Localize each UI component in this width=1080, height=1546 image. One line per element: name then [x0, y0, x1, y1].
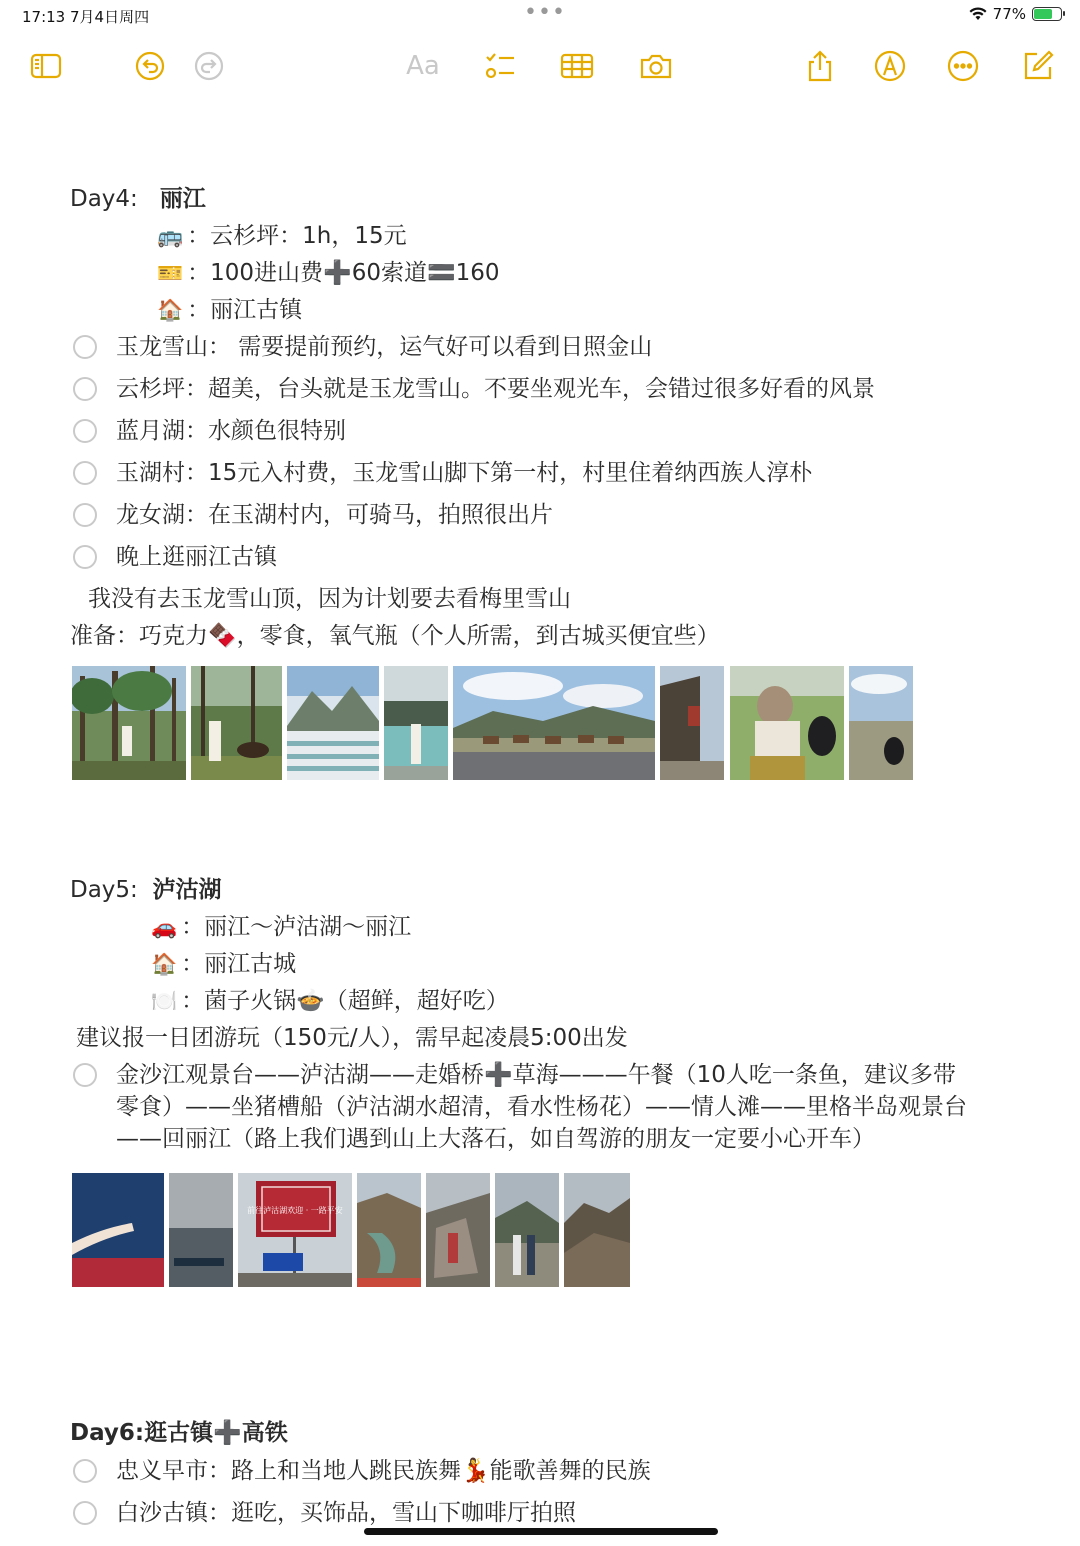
- checkbox[interactable]: [73, 335, 97, 359]
- day4-prep: 准备：巧克力🍫，零食，氧气瓶（个人所需，到古城买便宜些）: [70, 623, 720, 649]
- checklist-item: 龙女湖：在玉湖村内，可骑马，拍照很出片: [116, 502, 553, 528]
- day5-route-line: ——回丽江（路上我们遇到山上大落石，如自驾游的朋友一定要小心开车）: [116, 1126, 875, 1152]
- checklist-icon[interactable]: [482, 48, 518, 84]
- checklist-item: 忠义早市：路上和当地人跳民族舞💃能歌善舞的民族: [116, 1458, 651, 1484]
- day5-info-lodging: [151, 949, 296, 979]
- day4-note: 我没有去玉龙雪山顶，因为计划要去看梅里雪山: [88, 586, 571, 612]
- sidebar-icon[interactable]: [28, 48, 64, 84]
- checklist-item: 蓝月湖：水颜色很特别: [116, 418, 346, 444]
- redo-icon[interactable]: [191, 48, 227, 84]
- checkbox[interactable]: [73, 503, 97, 527]
- day6-title: Day6:逛古镇➕高铁: [70, 1420, 288, 1446]
- compose-icon[interactable]: [1020, 48, 1056, 84]
- photo-lake-boat[interactable]: [169, 1173, 233, 1287]
- checkbox[interactable]: [73, 545, 97, 569]
- plate-icon: 🍽️: [151, 989, 178, 1013]
- info-text: ：云杉坪：1h，15元: [187, 223, 407, 249]
- more-icon[interactable]: [945, 48, 981, 84]
- day5-route-line: 零食）——坐猪槽船（泸沽湖水超清，看水性杨花）——情人滩——里格半岛观景台: [116, 1094, 967, 1120]
- car-icon: 🚗: [151, 915, 178, 939]
- format-icon[interactable]: Aa: [406, 51, 440, 81]
- photo-dog-meadow[interactable]: [849, 666, 913, 780]
- day5-info-transport: [151, 912, 411, 942]
- photo-village-street[interactable]: [660, 666, 724, 780]
- day5-info-food: [151, 986, 509, 1016]
- photo-stone-monument[interactable]: [426, 1173, 490, 1287]
- house-icon: 🏠: [151, 952, 178, 976]
- checkbox[interactable]: [73, 1459, 97, 1483]
- photo-blue-moon-lake[interactable]: [287, 666, 379, 780]
- home-indicator[interactable]: [364, 1528, 718, 1535]
- bus-icon: 🚌: [157, 224, 184, 248]
- day5-suggestion: 建议报一日团游玩（150元/人），需早起凌晨5:00出发: [76, 1025, 628, 1051]
- photo-horse-forest[interactable]: [191, 666, 282, 780]
- info-text: ：丽江古城: [181, 951, 297, 977]
- battery-percent: 77%: [992, 5, 1026, 23]
- day5-label: Day5:: [70, 877, 138, 903]
- photo-river-valley[interactable]: [357, 1173, 421, 1287]
- battery-icon: [1032, 7, 1062, 21]
- ticket-icon: 🎫: [157, 261, 184, 285]
- house-icon: 🏠: [157, 298, 184, 322]
- markup-icon[interactable]: [872, 48, 908, 84]
- info-text: ：100进山费➕60索道🟰160: [187, 260, 500, 286]
- undo-icon[interactable]: [132, 48, 168, 84]
- day4-info-ticket: [157, 258, 500, 288]
- notes-toolbar: [0, 40, 1080, 90]
- day5-route-line: 金沙江观景台——泸沽湖——走婚桥➕草海———午餐（10人吃一条鱼，建议多带: [116, 1062, 956, 1088]
- photo-road-sign[interactable]: [238, 1173, 352, 1287]
- info-text: ：丽江古镇: [187, 297, 303, 323]
- checkbox[interactable]: [73, 461, 97, 485]
- day4-info-lodging: [157, 295, 302, 325]
- info-text: ：丽江～泸沽湖～丽江: [181, 914, 412, 940]
- status-bar: [0, 0, 1080, 32]
- photo-lake-pose[interactable]: [384, 666, 448, 780]
- checklist-item: 白沙古镇：逛吃，买饰品，雪山下咖啡厅拍照: [116, 1500, 576, 1526]
- day6-heading: [70, 1418, 288, 1448]
- checkbox[interactable]: [73, 1501, 97, 1525]
- table-icon[interactable]: [559, 48, 595, 84]
- info-text: ：菌子火锅🍲（超鲜，超好吃）: [181, 988, 509, 1014]
- photo-dog-girl[interactable]: [730, 666, 844, 780]
- checkbox[interactable]: [73, 1063, 97, 1087]
- photo-forest[interactable]: [72, 666, 186, 780]
- day4-info-transport: [157, 221, 407, 251]
- camera-icon[interactable]: [638, 48, 674, 84]
- day4-label: Day4:: [70, 186, 138, 212]
- day4-place: 丽江: [159, 186, 206, 212]
- day4-heading: [70, 184, 206, 214]
- photo-mountain-cliff[interactable]: [564, 1173, 630, 1287]
- wifi-icon: [969, 7, 987, 21]
- checklist-item: 云杉坪：超美，台头就是玉龙雪山。不要坐观光车，会错过很多好看的风景: [116, 376, 875, 402]
- battery-fill: [1034, 9, 1052, 19]
- photo-couple-lakeside[interactable]: [495, 1173, 559, 1287]
- day5-heading: [70, 875, 221, 905]
- share-icon[interactable]: [802, 48, 838, 84]
- day5-place: 泸沽湖: [152, 877, 222, 903]
- status-time: 17:13 7月4日周四: [22, 8, 150, 26]
- sign-text: 前往泸沽湖欢迎 · 一路平安: [247, 1206, 343, 1215]
- checklist-item: 玉龙雪山： 需要提前预约，运气好可以看到日照金山: [116, 334, 653, 360]
- checkbox[interactable]: [73, 377, 97, 401]
- multitask-dots[interactable]: •••: [524, 0, 566, 25]
- checkbox[interactable]: [73, 419, 97, 443]
- checklist-item: 晚上逛丽江古镇: [116, 544, 277, 570]
- photo-horses-road[interactable]: [453, 666, 655, 780]
- status-right: [969, 5, 1062, 23]
- checklist-item: 玉湖村：15元入村费，玉龙雪山脚下第一村，村里住着纳西族人淳朴: [116, 460, 813, 486]
- photo-lake-hand[interactable]: [72, 1173, 164, 1287]
